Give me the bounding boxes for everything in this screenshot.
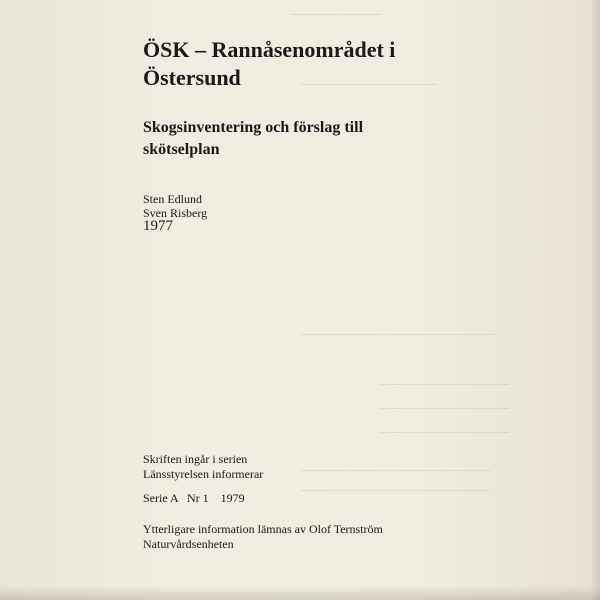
series-number: Serie A Nr 1 1979 <box>143 491 245 505</box>
contact-line-2: Naturvårdsenheten <box>143 537 234 551</box>
author-1: Sten Edlund <box>143 192 202 206</box>
show-through-text: ───────────────── <box>380 380 510 392</box>
show-through-text: ───────────────── <box>380 428 510 440</box>
series-line-1: Skriften ingår i serien <box>143 452 248 466</box>
contact-info <box>143 522 383 552</box>
show-through-text: ───────────────────────── <box>300 466 491 478</box>
show-through-text: ────────────────────────── <box>300 330 498 342</box>
publication-year: 1977 <box>143 218 173 234</box>
title-line-2: Östersund <box>143 65 241 90</box>
author-2: Sven Risberg <box>143 206 208 220</box>
show-through-text: ────────────────── <box>300 80 437 92</box>
subtitle-line-2: skötselplan <box>143 141 220 158</box>
contact-line-1: Ytterligare information lämnas av Olof Ternström <box>143 522 383 536</box>
series-info <box>143 452 263 482</box>
document-title <box>143 36 543 92</box>
series-line-2: Länsstyrelsen informerar <box>143 467 264 481</box>
show-through-text: ───────────────────────── <box>300 486 491 498</box>
title-line-1: ÖSK – Rannåsenområdet i <box>143 37 396 62</box>
authors <box>143 192 207 220</box>
show-through-text: ───────────────── <box>380 404 510 416</box>
page-edge-shadow <box>590 0 600 600</box>
show-through-text: ──────────── <box>290 10 382 22</box>
subtitle-line-1: Skogsinventering och förslag till <box>143 119 364 136</box>
page-edge-shadow <box>0 586 600 600</box>
document-subtitle <box>143 117 463 161</box>
